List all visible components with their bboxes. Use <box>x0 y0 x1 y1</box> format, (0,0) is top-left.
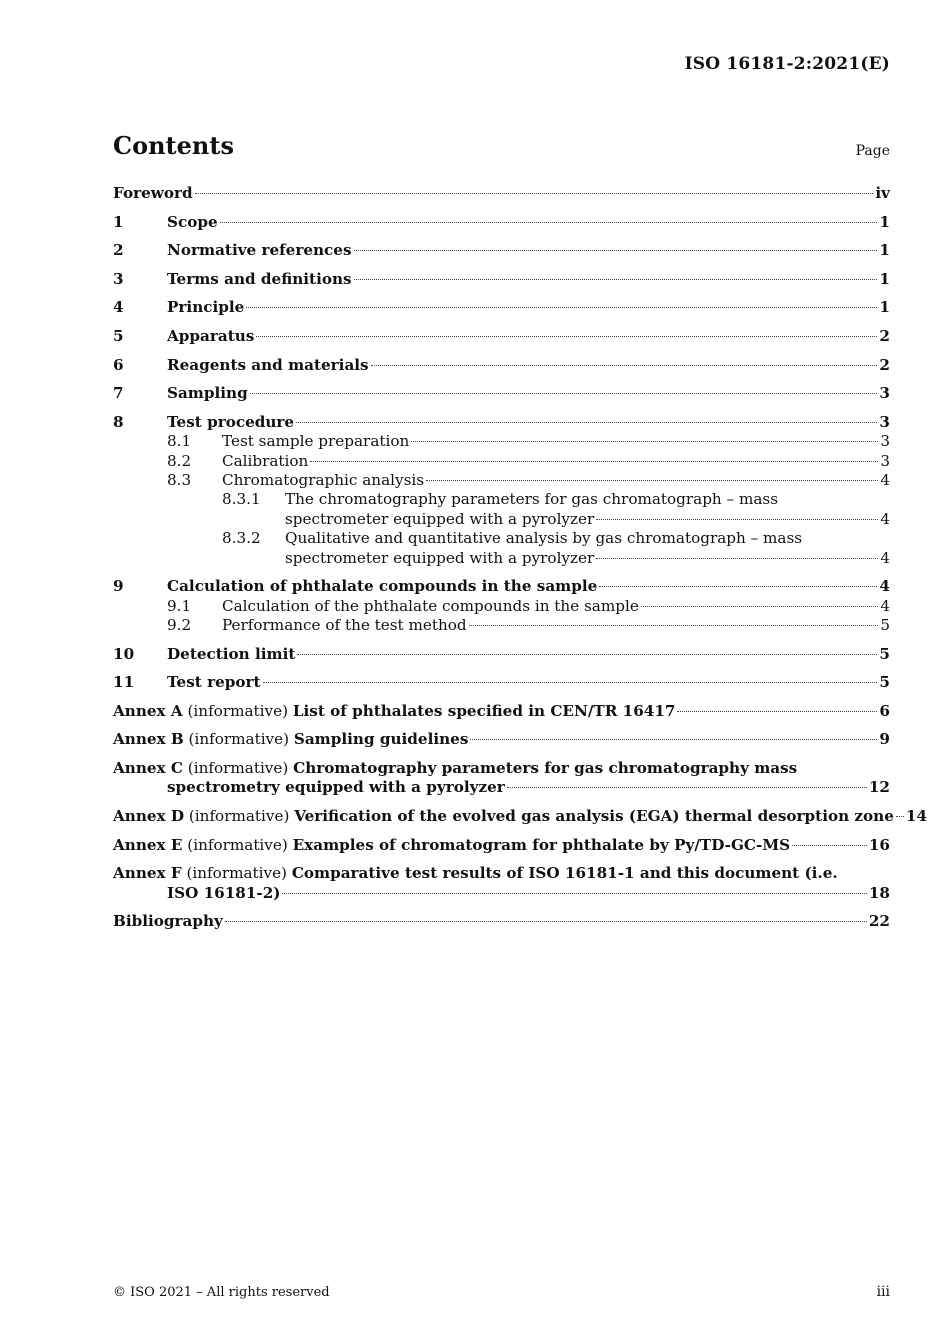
toc-label: Test sample preparation <box>222 432 410 451</box>
toc-page: 5 <box>879 673 890 692</box>
dot-leader <box>220 222 878 223</box>
toc-label: Bibliography <box>113 912 223 931</box>
toc-entry-10[interactable] <box>113 645 890 664</box>
annex-title: List of phthalates specified in CEN/TR 16417 <box>292 701 676 720</box>
annex-title: Sampling guidelines <box>293 730 469 749</box>
annex-title: Examples of chromatogram for phthalate by Py/TD-GC-MS <box>292 835 791 854</box>
toc-number: 2 <box>113 241 124 260</box>
toc-label: Apparatus <box>167 326 255 345</box>
toc-page: 4 <box>880 548 890 567</box>
toc-entry-9-1[interactable] <box>167 597 890 616</box>
copyright-notice: © ISO 2021 – All rights reserved <box>113 1285 330 1300</box>
toc-number: 5 <box>113 326 124 345</box>
toc-label: Reagents and materials <box>167 355 369 374</box>
annex-heading <box>113 864 890 883</box>
annex-type: (informative) <box>187 758 289 777</box>
toc-page: 2 <box>879 355 890 374</box>
toc-entry-8-3[interactable] <box>167 471 890 490</box>
dot-leader <box>225 921 867 922</box>
annex-type: (informative) <box>187 835 288 854</box>
toc-entry-annex-d[interactable] <box>113 806 928 826</box>
dot-leader <box>263 682 878 683</box>
toc-number: 8.1 <box>167 432 192 451</box>
page-number: iii <box>876 1284 890 1300</box>
toc-page: 3 <box>879 412 890 431</box>
toc-number: 9 <box>113 577 124 596</box>
dot-leader <box>297 654 877 655</box>
dot-leader <box>596 519 878 520</box>
dot-leader <box>282 893 866 894</box>
toc-label: Scope <box>167 212 218 231</box>
toc-page: 14 <box>905 806 928 825</box>
table-of-contents <box>113 184 928 932</box>
toc-entry-7[interactable] <box>113 384 890 403</box>
toc-entry-annex-b[interactable] <box>113 730 890 749</box>
dot-leader <box>246 307 877 308</box>
annex-type: (informative) <box>188 730 290 749</box>
dot-leader <box>371 365 878 366</box>
toc-label: Sampling <box>167 384 248 403</box>
toc-entry-annex-c[interactable] <box>113 759 890 798</box>
toc-page: iv <box>875 184 890 202</box>
toc-entry-8-3-1[interactable] <box>222 490 890 529</box>
toc-entry-annex-f[interactable] <box>113 864 890 903</box>
toc-entry-annex-a[interactable] <box>113 702 890 721</box>
toc-number: 10 <box>113 644 135 663</box>
annex-heading <box>113 836 790 855</box>
annex-heading <box>113 759 890 778</box>
contents-title: Contents <box>113 131 234 160</box>
toc-entry-foreword[interactable] <box>113 184 890 203</box>
toc-page: 1 <box>879 269 890 288</box>
toc-entry-8[interactable] <box>113 413 890 432</box>
annex-heading <box>113 702 675 721</box>
toc-page: 1 <box>879 212 890 231</box>
toc-page: 16 <box>868 835 890 854</box>
annex-type: (informative) <box>188 806 290 825</box>
toc-entry-1[interactable] <box>113 213 890 232</box>
annex-title-line2: spectrometry equipped with a pyrolyzer <box>167 778 505 797</box>
annex-title: Verification of the evolved gas analysis (EGA) thermal desorption zone <box>294 806 894 825</box>
toc-page: 1 <box>879 241 890 260</box>
annex-name: Annex E <box>113 835 183 854</box>
toc-number: 8.3.2 <box>222 529 261 548</box>
dot-leader <box>677 711 877 712</box>
toc-page: 6 <box>879 701 890 720</box>
document-id: ISO 16181-2:2021(E) <box>684 54 890 74</box>
dot-leader <box>250 393 878 394</box>
toc-label: Test procedure <box>167 412 295 431</box>
toc-page: 3 <box>880 432 890 451</box>
dot-leader <box>195 193 874 194</box>
toc-page: 18 <box>868 883 890 902</box>
toc-number: 6 <box>113 355 124 374</box>
annex-type: (informative) <box>186 864 287 883</box>
toc-number: 8.3.1 <box>222 490 261 509</box>
toc-label-line2: spectrometer equipped with a pyrolyzer <box>285 509 595 528</box>
dot-leader <box>310 461 878 462</box>
toc-entry-8-1[interactable] <box>167 432 890 451</box>
dot-leader <box>470 739 877 740</box>
toc-label: Principle <box>167 298 245 317</box>
annex-heading <box>113 730 468 749</box>
toc-number: 8.2 <box>167 451 192 470</box>
annex-title-line2: ISO 16181-2) <box>167 883 281 902</box>
dot-leader <box>426 480 878 481</box>
toc-entry-4[interactable] <box>113 298 890 317</box>
toc-number: 4 <box>113 298 124 317</box>
toc-number: 7 <box>113 384 124 403</box>
toc-entry-annex-e[interactable] <box>113 836 890 855</box>
toc-entry-3[interactable] <box>113 270 890 289</box>
toc-page: 4 <box>880 470 890 489</box>
toc-page: 22 <box>868 912 890 931</box>
dot-leader <box>411 441 878 442</box>
dot-leader <box>599 586 877 587</box>
dot-leader <box>596 558 878 559</box>
toc-label-line1: Qualitative and quantitative analysis by gas chromatograph – mass <box>285 529 803 548</box>
toc-entry-5[interactable] <box>113 327 890 346</box>
toc-entry-8-3-2[interactable] <box>222 529 890 568</box>
toc-label: Detection limit <box>167 644 296 663</box>
toc-page: 5 <box>880 616 890 634</box>
toc-label: Normative references <box>167 241 352 260</box>
dot-leader <box>469 625 879 626</box>
toc-number: 8 <box>113 412 124 431</box>
dot-leader <box>641 606 879 607</box>
annex-name: Annex D <box>113 806 185 825</box>
dot-leader <box>896 816 904 817</box>
toc-number: 11 <box>113 673 135 692</box>
toc-label: Test report <box>167 673 261 692</box>
toc-entry-9-2[interactable] <box>167 616 890 635</box>
annex-title-line1: Chromatography parameters for gas chromatography mass <box>293 758 798 777</box>
toc-number: 8.3 <box>167 470 192 489</box>
toc-label: Performance of the test method <box>222 616 467 634</box>
annex-heading <box>113 807 894 826</box>
toc-page: 1 <box>879 298 890 317</box>
dot-leader <box>354 250 878 251</box>
annex-type: (informative) <box>187 701 288 720</box>
toc-number: 1 <box>113 212 124 231</box>
annex-name: Annex F <box>113 864 182 883</box>
toc-page: 12 <box>868 778 890 797</box>
toc-page: 3 <box>880 451 890 470</box>
toc-page: 9 <box>879 730 890 749</box>
toc-page: 5 <box>879 644 890 663</box>
toc-page: 4 <box>880 509 890 528</box>
toc-label: Terms and definitions <box>167 269 352 288</box>
page-column-label: Page <box>855 143 890 159</box>
dot-leader <box>792 845 867 846</box>
toc-label: Foreword <box>113 184 193 202</box>
toc-entry-6[interactable] <box>113 356 890 375</box>
toc-entry-8-2[interactable] <box>167 452 890 471</box>
annex-name: Annex C <box>113 758 183 777</box>
annex-name: Annex A <box>113 701 183 720</box>
dot-leader <box>256 336 877 337</box>
toc-page: 4 <box>880 596 890 615</box>
toc-entry-2[interactable] <box>113 241 890 260</box>
toc-page: 3 <box>879 384 890 403</box>
toc-label-line2: spectrometer equipped with a pyrolyzer <box>285 548 595 567</box>
toc-label: Calculation of phthalate compounds in the sample <box>167 577 598 596</box>
dot-leader <box>296 422 877 423</box>
annex-title-line1: Comparative test results of ISO 16181-1 and this document (i.e. <box>291 864 838 883</box>
toc-label: Chromatographic analysis <box>222 470 425 489</box>
toc-page: 4 <box>879 577 890 596</box>
toc-page: 2 <box>879 326 890 345</box>
annex-name: Annex B <box>113 730 184 749</box>
toc-number: 3 <box>113 269 124 288</box>
toc-label-line1: The chromatography parameters for gas chromatograph – mass <box>285 490 779 509</box>
dot-leader <box>354 279 878 280</box>
dot-leader <box>507 787 867 788</box>
toc-number: 9.2 <box>167 616 192 634</box>
toc-entry-11[interactable] <box>113 673 890 692</box>
toc-entry-bibliography[interactable] <box>113 912 890 931</box>
toc-number: 9.1 <box>167 596 192 615</box>
toc-label: Calibration <box>222 451 309 470</box>
toc-entry-9[interactable] <box>113 577 890 596</box>
toc-label: Calculation of the phthalate compounds in the sample <box>222 596 639 615</box>
